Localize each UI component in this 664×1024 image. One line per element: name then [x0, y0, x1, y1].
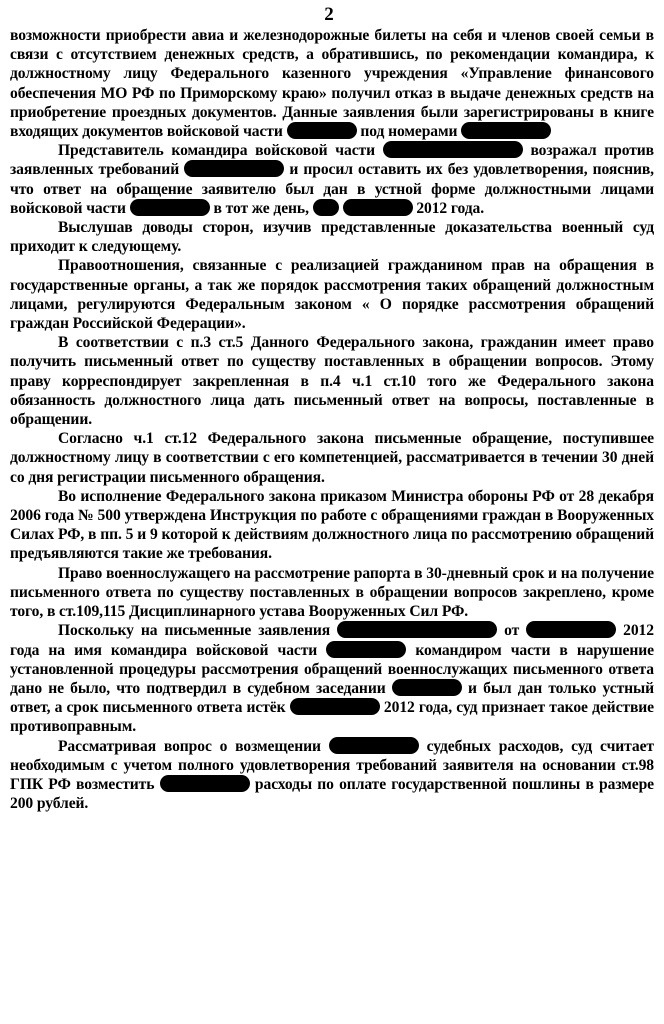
redaction-block [461, 122, 551, 139]
paragraph-text: командиром части в нарушение установленной процедуры рассмотрения обращений военнослужащих письменного ответа дано не было, что подтвердил в судебном заседании [10, 641, 654, 697]
redaction-block [526, 621, 616, 638]
paragraph-text: 2012 года, суд признает такое действие противоправным. [10, 699, 654, 736]
redaction-block [392, 679, 462, 696]
paragraph-text: возможности приобрести авиа и железнодорожные билеты на себя и членов своей семьи в связи с отсутствием денежных средств, а обратившись, по рекомендации командира, к должностному лицу Федерального казенного учреждения «Управление финансового обеспечения МО РФ по Приморскому краю» получил отказ в выдаче денежных средств на приобретение проездных документов. Данные заявления были зарегистрированы в книге входящих документов войсковой части [10, 27, 654, 141]
paragraph-text: 2012 года на имя командира войсковой части [10, 622, 654, 659]
paragraph-text: возражал против заявленных требований [10, 142, 654, 179]
paragraph-text: под номерами [360, 123, 458, 141]
paragraph-text: расходы по оплате государственной пошлины в размере 200 рублей. [10, 775, 654, 813]
paragraph-text: в тот же день, [213, 199, 309, 217]
paragraph-text: Представитель командира войсковой части [58, 142, 375, 160]
paragraph-3: Выслушав доводы сторон, изучив представленные доказательства военный суд приходит к следующему. [10, 219, 654, 256]
redaction-block [326, 641, 406, 658]
paragraph-4: Правоотношения, связанные с реализацией гражданином прав на обращения в государственные органы, а так же порядок рассмотрения таких обращений должностным лицами, регулируются Федеральным законом « О порядке рассмотрения обращений граждан Российской Федерации». [10, 257, 654, 333]
redaction-block [343, 199, 413, 216]
paragraph-1 [10, 26, 654, 141]
redaction-block [160, 775, 250, 792]
paragraph-text: Рассматривая вопрос о возмещении [58, 737, 321, 755]
redaction-block [130, 199, 210, 216]
paragraph-5: В соответствии с п.3 ст.5 Данного Федерального закона, гражданин имеет право получить письменный ответ по существу поставленных в обращении вопросов. Этому праву корреспондирует закрепленная в п.4 ч.1 ст.10 того же Федерального закона обязанность должностного лица дать письменный ответ на вопросы, поставленные в обращении. [10, 334, 654, 429]
paragraph-text: и просил оставить их без удовлетворения, пояснив, что ответ на обращение заявителю был дан в устной форме должностными лицами войсковой части [10, 161, 654, 217]
document-page [10, 4, 654, 813]
paragraph-10 [10, 737, 654, 814]
paragraph-text: Поскольку на письменные заявления [58, 622, 331, 640]
redaction-block [337, 621, 497, 638]
paragraph-text: от [504, 622, 520, 640]
redaction-block [184, 160, 284, 177]
paragraph-7: Во исполнение Федерального закона приказом Министра обороны РФ от 28 декабря 2006 года № 500 утверждена Инструкция по работе с обращениями граждан в Вооруженных Силах РФ, в пп. 5 и 9 которой к действиям должностного лица по рассмотрению обращений предъявляются такие же требования. [10, 487, 654, 563]
paragraph-text: и был дан только устный ответ, а срок письменного ответа истёк [10, 679, 654, 717]
paragraph-8: Право военнослужащего на рассмотрение рапорта в 30-дневный срок и на получение письменного ответа по существу поставленных в обращении вопросов закреплено, кроме того, в ст.109,115 Дисциплинарного устава Вооруженных Сил РФ. [10, 564, 654, 621]
paragraph-9 [10, 621, 654, 736]
redaction-block [313, 199, 339, 216]
redaction-block [287, 122, 357, 139]
paragraph-2 [10, 141, 654, 218]
redaction-block [290, 698, 380, 715]
page-number: 2 [324, 4, 334, 25]
paragraph-6: Согласно ч.1 ст.12 Федерального закона письменные обращение, поступившее должностному лицу в соответствии с его компетенцией, рассматривается в течении 30 дней со дня регистрации письменного обращения. [10, 430, 654, 486]
paragraph-text: 2012 года. [416, 199, 485, 217]
paragraph-text: судебных расходов, суд считает необходимым с учетом полного удовлетворения требований заявителя на основании ст.98 ГПК РФ возместить [10, 737, 654, 793]
redaction-block [329, 737, 419, 754]
redaction-block [383, 141, 523, 158]
